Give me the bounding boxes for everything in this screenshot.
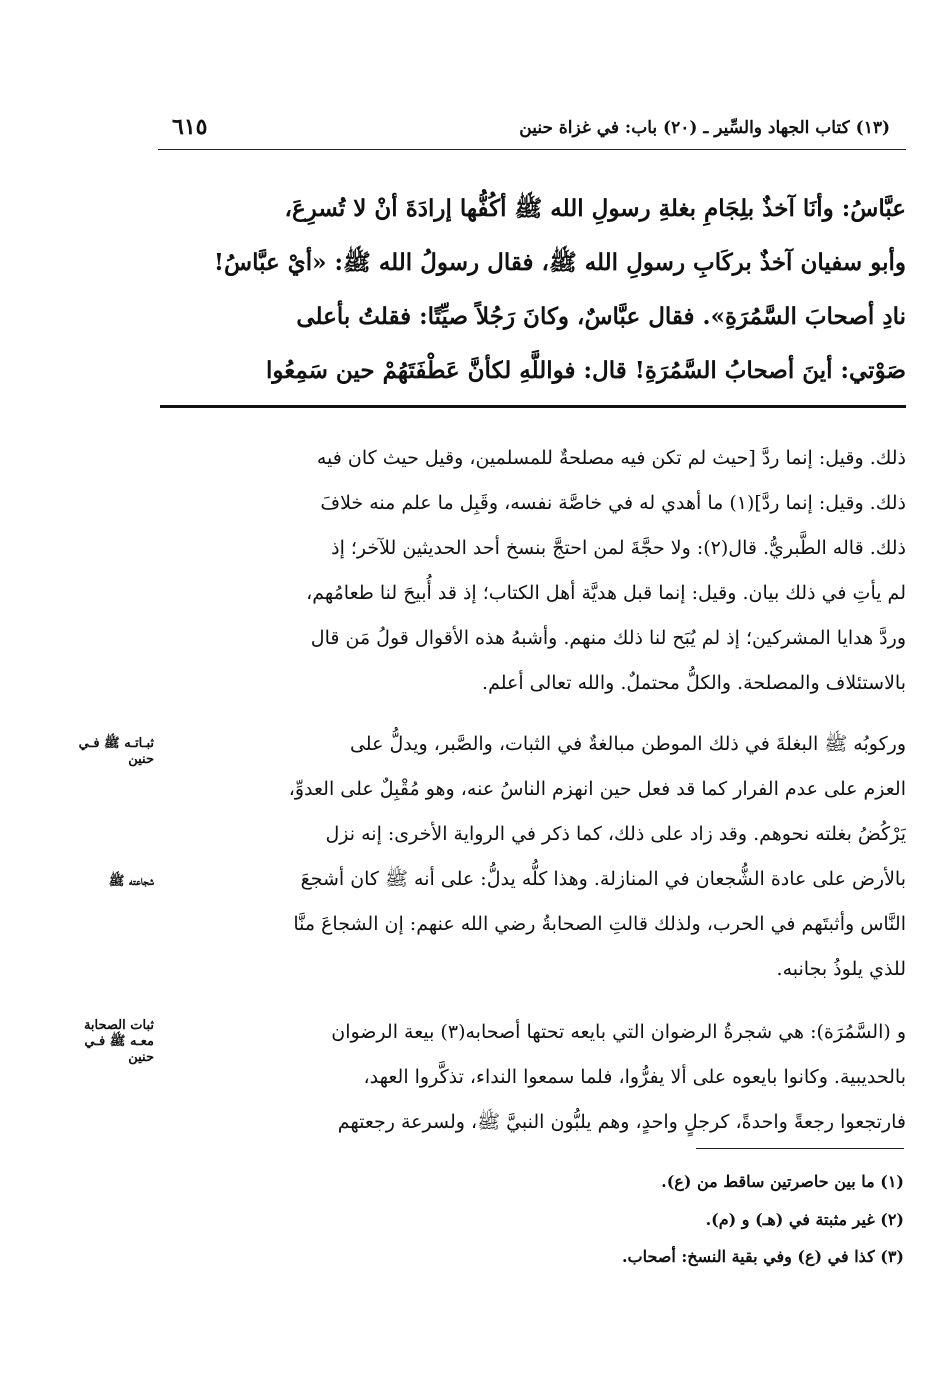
commentary-line: ذلك. وقيل: إنما ردَّ](١) ما أهدي له في خاصَّة نفسه، وقَبِل ما علم منه خلافَ <box>320 492 906 514</box>
commentary-paragraph-2 <box>160 722 906 992</box>
commentary-paragraph-3 <box>160 1010 906 1145</box>
hadith-line: نادِ أصحابَ السَّمُرَةِ». فقال عبَّاسٌ، وكانَ رَجُلاً صيِّتًا: فقلتُ بأعلى <box>296 303 906 330</box>
hadith-line: وأبو سفيان آخذٌ بركَابِ رسولِ الله ﷺ، فقال رسولُ الله ﷺ: «أيْ عبَّاسُ! <box>213 249 906 276</box>
margin-note-line: معـه ﷺ فـي <box>84 1034 154 1049</box>
hadith-line: صَوْتي: أينَ أصحابُ السَّمُرَةِ! قال: فواللَّهِ لكأنَّ عَطْفَتَهُمْ حين سَمِعُوا <box>265 357 906 384</box>
commentary-line: بالاستئلاف والمصلحة. والكلُّ محتملٌ. والله تعالى أعلم. <box>482 672 906 694</box>
margin-note-line: ثبـاتـه ﷺ فـي <box>78 736 154 751</box>
footnote-1: (١) ما بين حاصرتين ساقط من (ع). <box>661 1172 904 1191</box>
margin-note-line: حنين <box>128 752 154 767</box>
header-rule <box>158 149 906 150</box>
margin-note-companions <box>14 1018 154 1066</box>
section-divider <box>160 405 906 408</box>
footnote-2: (٢) غير مثبتة في (هـ) و (م). <box>705 1210 904 1229</box>
commentary-line: وردَّ هدايا المشركين؛ إذ لم يُبَح لنا ذلك منهم. وأشبهُ هذه الأقوال قولُ مَن قال <box>310 627 906 649</box>
commentary-line: فارتجعوا رجعةً واحدةً، كرجلٍ واحدٍ، وهم يلبُّون النبيَّ ﷺ، ولسرعة رجعتهم <box>337 1111 906 1133</box>
running-title: (١٣) كتاب الجهاد والسِّير ـ (٢٠) باب: في غزاة حنين <box>519 118 890 138</box>
footnote-3: (٣) كذا في (ع) وفي بقية النسخ: أصحاب. <box>621 1247 904 1266</box>
hadith-text <box>160 182 906 398</box>
margin-note-line: شجاعته ﷺ <box>108 874 154 889</box>
commentary-line: بالأرض على عادة الشُّجعان في المنازلة. وهذا كلُّه يدلُّ: على أنه ﷺ كان أشجعَ <box>300 868 906 890</box>
margin-note-line: حنين <box>128 1050 154 1065</box>
commentary-line: و (السَّمُرَة): هي شجرةُ الرضوان التي بايعه تحتها أصحابه(٣) بيعة الرضوان <box>331 1021 906 1043</box>
commentary-line: لم يأتِ في ذلك بيان. وقيل: إنما قبل هديَّة أهل الكتاب؛ إذ قد أُبيحَ لنا طعامُهم، <box>306 582 906 604</box>
page-header <box>160 114 910 148</box>
commentary-line: العزم على عدم الفرار كما قد فعل حين انهزم الناسُ عنه، وهو مُقْبِلٌ على العدوِّ، <box>288 778 906 800</box>
commentary-line: النَّاس وأثبتَهم في الحرب، ولذلك قالتِ الصحابةُ رضي الله عنهم: إن الشجاعَ منَّا <box>293 913 906 935</box>
margin-note-line: ثبات الصحابة <box>83 1018 154 1033</box>
margin-note-courage <box>14 874 154 890</box>
commentary-line: وركوبُه ﷺ البغلةَ في ذلك الموطن مبالغةٌ في الثبات، والصَّبر، ويدلُّ على <box>349 733 906 755</box>
commentary-paragraph-1 <box>160 436 906 706</box>
commentary-line: بالحديبية. وكانوا بايعوه على ألا يفرُّوا، فلما سمعوا النداء، تذكَّروا العهد، <box>363 1066 906 1088</box>
page-number: ٦١٥ <box>172 114 208 140</box>
commentary-line: ذلك. وقيل: إنما ردَّ [حيث لم تكن فيه مصلحةٌ للمسلمين، وقيل حيث كان فيه <box>316 447 906 469</box>
hadith-line: عبَّاسُ: وأنَا آخذٌ بلِجَامِ بغلةِ رسولِ الله ﷺ أكُفُّها إرادَةَ أنْ لا تُسرِعَ، <box>284 195 906 222</box>
commentary-line: ذلك. قاله الطَّبريُّ. قال(٢): ولا حجَّةَ لمن احتجَّ بنسخ أحد الحديثين للآخر؛ إذ <box>331 537 906 559</box>
commentary-line: للذي يلوذُ بجانبه. <box>776 958 906 980</box>
footnote-rule <box>696 1148 904 1149</box>
margin-note-steadfastness <box>14 736 154 768</box>
commentary-line: يَرْكُضُ بغلته نحوهم. وقد زاد على ذلك، كما ذكر في الرواية الأخرى: إنه نزل <box>325 823 906 845</box>
